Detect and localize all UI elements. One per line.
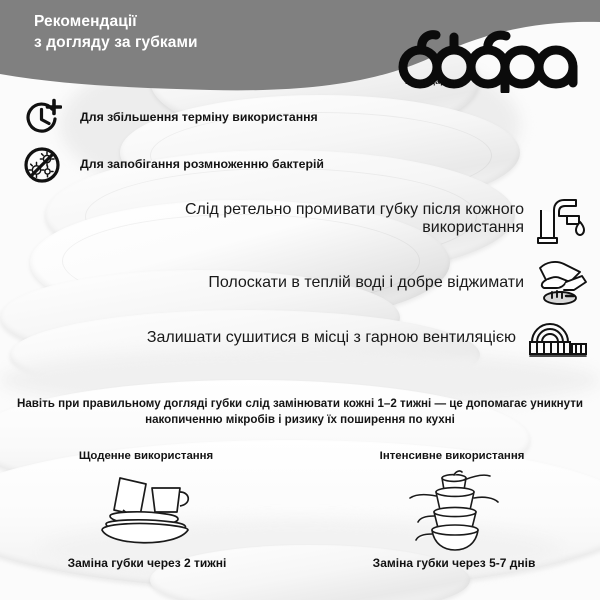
usage-column-daily-title: Щоденне використання	[78, 450, 214, 462]
page-title	[34, 12, 364, 54]
faucet-drop-icon	[536, 192, 588, 246]
replacement-note: Навіть при правильному догляді губки слід замінювати кожні 1–2 тижні — це допомагає уникнути накопиченню мікробів і ризику їх поширення по кухні	[16, 397, 584, 427]
tip-label-5: Залишати сушитися в місці з гарною вентиляцією	[146, 329, 516, 346]
tip-label-1: Для збільшення терміну використання	[80, 110, 318, 125]
clock-plus-icon	[22, 98, 62, 138]
dishes-cup-stack-icon	[0, 466, 300, 554]
usage-column-intensive	[300, 450, 600, 570]
no-bacteria-icon	[22, 144, 62, 186]
usage-column-daily	[0, 450, 300, 570]
stacked-pots-icon	[300, 466, 600, 554]
tip-row-4	[118, 258, 588, 308]
tip-label-4: Полоскати в теплій воді і добре віджимати	[208, 274, 524, 291]
tip-label-3: Слід ретельно промивати губку після кожного використання	[184, 201, 524, 236]
tip-row-5	[118, 316, 588, 360]
dish-drying-rack-icon	[528, 316, 588, 360]
page-title-line1: Рекомендації	[34, 13, 137, 30]
tip-label-2: Для запобігання розмноженню бактерій	[80, 157, 324, 172]
brand-tagline: господарочка	[405, 76, 466, 86]
tip-row-3	[118, 192, 588, 246]
usage-column-daily-footer: Заміна губки через 2 тижні	[67, 556, 227, 570]
usage-column-intensive-title: Інтенсивне використання	[379, 450, 525, 462]
tip-row-2	[22, 144, 352, 186]
page-title-line2: з догляду за губками	[34, 33, 198, 51]
usage-column-intensive-footer: Заміна губки через 5-7 днів	[372, 556, 536, 570]
tip-row-1	[22, 98, 318, 138]
wringing-hands-icon	[536, 258, 588, 308]
